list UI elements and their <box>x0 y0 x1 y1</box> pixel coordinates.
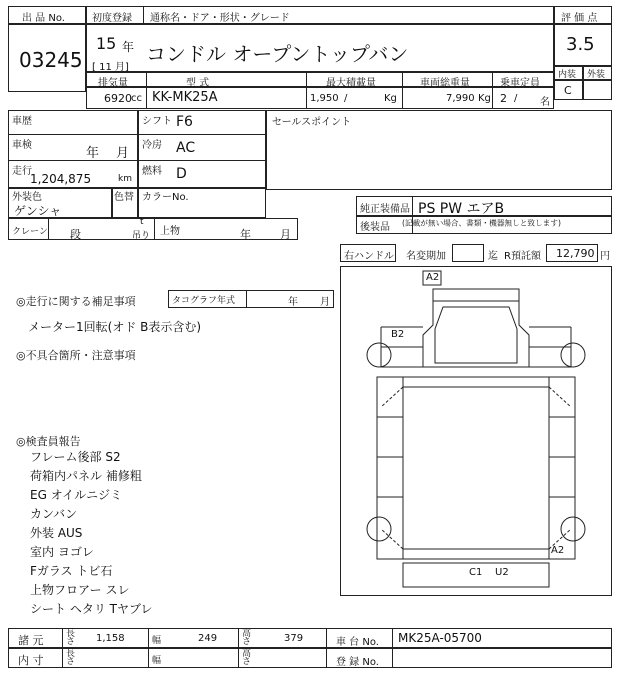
front-right-wheel <box>561 343 585 367</box>
recycle: 12,790 <box>556 247 595 260</box>
mileage-unit: km <box>118 174 132 184</box>
exterior-grade-cell <box>583 80 612 100</box>
odometer-heading: ◎走行に関する補足事項 <box>16 295 136 308</box>
first-reg-month: [ 11 月] <box>92 62 129 73</box>
inspector-line: 上物フロアー スレ <box>30 583 130 597</box>
length: 1,158 <box>96 633 125 644</box>
color: ゲンシャ <box>14 204 62 218</box>
inspector-line: Fガラス トビ石 <box>30 564 113 578</box>
capacity-label: 乗車定員 <box>500 78 540 89</box>
first-reg-year: 15 <box>96 34 117 53</box>
crane-label: クレーン <box>12 227 48 237</box>
crane-steps: 段 <box>70 228 81 241</box>
genuine-label: 純正装備品 <box>360 204 410 215</box>
lot-number: 03245 <box>19 48 83 72</box>
displacement-label: 排気量 <box>98 78 128 89</box>
tacho-year: 年 <box>288 297 298 308</box>
inspector-line: 外装 AUS <box>30 526 83 540</box>
max-load-sep: / <box>344 93 348 104</box>
max-load: 1,950 <box>310 93 339 104</box>
rear-right-wheel <box>561 517 585 541</box>
damage-mark: C1 <box>469 567 483 578</box>
width: 249 <box>198 633 218 644</box>
handle: 右ハンドル <box>344 251 394 262</box>
history-label: 車歴 <box>12 116 32 127</box>
max-load-unit: Kg <box>384 93 397 104</box>
aftermarket-note: (記載が無い場合、書類・機器無しと致します) <box>402 219 561 229</box>
mileage: 1,204,875 <box>30 172 92 186</box>
specs-header-row <box>86 72 554 87</box>
genuine: PS PW エアB <box>418 201 505 217</box>
model: KK-MK25A <box>152 90 218 105</box>
inner-length-label: 長さ <box>66 649 76 667</box>
color-label: 外装色 <box>12 192 42 203</box>
windshield <box>435 307 517 363</box>
interior-grade: C <box>564 84 572 97</box>
shift: F6 <box>176 114 193 130</box>
shift-label: シフト <box>142 116 172 127</box>
capacity-unit: 名 <box>540 97 550 108</box>
width-label: 幅 <box>152 636 162 646</box>
dims-label: 諸 元 <box>18 634 44 647</box>
tacho-month: 月 <box>320 297 330 308</box>
ticket-until: 迄 <box>488 251 498 262</box>
odometer-note: メーター1回転(オド B表示含む) <box>28 320 202 334</box>
shaken-year: 年 <box>86 146 100 161</box>
damage-mark: U2 <box>495 567 509 578</box>
ac-label: 冷房 <box>142 140 162 151</box>
inspector-line: EG オイルニジミ <box>30 488 123 502</box>
name-change-box <box>452 244 484 262</box>
fuel-label: 燃料 <box>142 166 162 177</box>
cab-roof <box>433 289 519 301</box>
defects-heading: ◎不具合箇所・注意事項 <box>16 349 136 362</box>
inspector-line: カンバン <box>30 507 78 521</box>
inspector-line: フレーム後部 S2 <box>30 450 121 464</box>
color-change-label: 色替 <box>114 192 134 203</box>
name-change-label: 名変期加 <box>406 251 446 262</box>
first-reg-label: 初度登録 <box>92 13 132 24</box>
damage-mark: A2 <box>426 272 440 283</box>
height: 379 <box>284 633 304 644</box>
inner-dims-label: 内 寸 <box>18 654 44 667</box>
gross-weight-label: 車両総重量 <box>420 78 470 89</box>
fuel: D <box>176 166 187 182</box>
tacho-label: タコグラフ年式 <box>172 296 236 306</box>
front-left-wheel <box>367 343 391 367</box>
cab-body <box>423 301 529 367</box>
damage-mark: B2 <box>391 329 405 340</box>
damage-mark: A2 <box>551 545 565 556</box>
interior-grade-label: 内装 <box>558 70 577 80</box>
capacity-sep: / <box>514 93 518 104</box>
first-reg-year-unit: 年 <box>122 40 135 54</box>
grade-value: 3.5 <box>566 34 595 55</box>
crane-t: t <box>140 217 144 227</box>
model-label: 型 式 <box>186 78 210 89</box>
shaken-month: 月 <box>116 146 130 161</box>
gross-weight: 7,990 <box>446 93 475 104</box>
upper-year: 年 <box>240 228 251 241</box>
inspector-line: 荷箱内パネル 補修粗 <box>30 469 142 483</box>
length-label: 長さ <box>66 629 76 647</box>
reg-label: 登 録 No. <box>336 657 379 668</box>
truck-diagram <box>341 267 611 595</box>
color-code-label: カラーNo. <box>142 192 189 203</box>
recycle-label: R預託額 <box>504 251 541 262</box>
lot-label: 出 品 No. <box>22 13 65 24</box>
displacement: 6920 <box>104 92 132 105</box>
capacity: 2 <box>500 92 507 105</box>
recycle-unit: 円 <box>600 251 610 262</box>
left-side-panel <box>377 377 403 559</box>
inner-width-label: 幅 <box>152 656 162 666</box>
shaken-label: 車検 <box>12 140 32 151</box>
cargo-box-top <box>403 377 549 559</box>
inner-height-label: 高さ <box>242 649 252 667</box>
gross-weight-unit: Kg <box>478 93 491 104</box>
rear-left-wheel <box>367 517 391 541</box>
mileage-label: 走行 <box>12 166 32 177</box>
sales-point-label: セールスポイント <box>272 117 352 128</box>
chassis-label: 車 台 No. <box>336 637 379 648</box>
grade-label: 評 価 点 <box>561 13 598 24</box>
chassis: MK25A-05700 <box>398 631 482 645</box>
right-side-panel <box>549 377 575 559</box>
upper-label: 上物 <box>160 226 180 237</box>
displacement-unit: cc <box>131 93 142 104</box>
inspector-heading: ◎検査員報告 <box>16 435 81 448</box>
aftermarket-label: 後装品 <box>360 222 390 233</box>
upper-month: 月 <box>280 228 291 241</box>
height-label: 高さ <box>242 629 252 647</box>
damage-diagram-frame <box>340 266 612 596</box>
inspector-line: 室内 ヨゴレ <box>30 545 94 559</box>
max-load-label: 最大積載量 <box>326 78 376 89</box>
crane-lift: 吊り <box>132 231 151 241</box>
name-label: 通称名・ドア・形状・グレード <box>150 13 290 24</box>
car-name: コンドル オープントップバン <box>146 42 409 66</box>
inner-dims-row <box>8 648 612 668</box>
crane-row <box>8 218 298 240</box>
exterior-grade-label: 外装 <box>587 70 606 80</box>
inspector-line: シート ヘタリ Tヤブレ <box>30 602 153 616</box>
ac: AC <box>176 140 196 156</box>
